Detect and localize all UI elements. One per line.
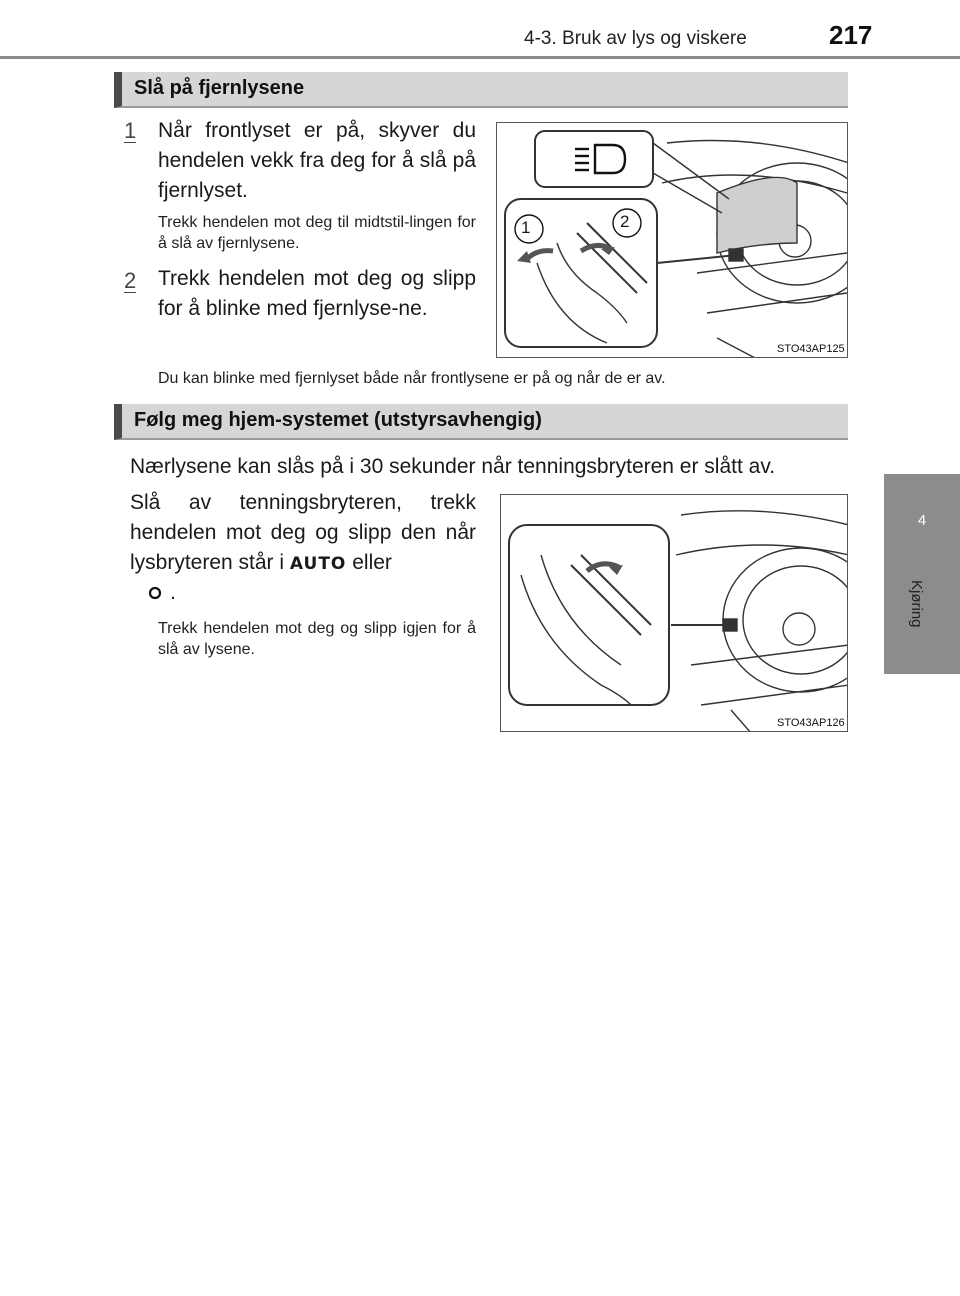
- follow-me-home-instructions: Slå av tenningsbryteren, trekk hendelen mot deg og slipp den når lysbryteren står i AUTO eller: [130, 488, 476, 579]
- step-1-text: Når frontlyset er på, skyver du hendelen vekk fra deg for å slå på fjernlyset.: [158, 119, 476, 202]
- header-divider: [0, 56, 960, 59]
- section-title: Følg meg hjem-systemet (utstyrsavhengig): [134, 409, 542, 431]
- section-bar-follow-me-home: [114, 404, 848, 440]
- callout-1: 1: [521, 218, 531, 237]
- chapter-tab-label: Kjøring: [908, 580, 925, 628]
- sentence-end: .: [170, 581, 176, 604]
- step-number-1: 1: [124, 118, 137, 143]
- parking-light-position-icon: [144, 582, 166, 609]
- step-1-note: Trekk hendelen mot deg til midtstil-lingen for å slå av fjernlysene.: [158, 214, 476, 252]
- callout-2: 2: [620, 212, 630, 231]
- follow-me-home-intro: Nærlysene kan slås på i 30 sekunder når tenningsbryteren er slått av.: [130, 455, 776, 478]
- page-number: 217: [829, 20, 873, 50]
- step-2-text: Trekk hendelen mot deg og slipp for å blinke med fjernlyse-ne.: [158, 267, 476, 320]
- step-number-2: 2: [124, 268, 137, 293]
- chapter-tab-number: 4: [917, 512, 927, 529]
- lever-pull-illustration: [501, 495, 848, 732]
- section-title: Slå på fjernlysene: [134, 77, 305, 99]
- figure-headlight-lever: [496, 122, 848, 358]
- section-bar-high-beam: [114, 72, 848, 108]
- chapter-heading: 4-3. Bruk av lys og viskere: [524, 28, 747, 49]
- figure-code: STO43AP125: [777, 343, 845, 355]
- follow-me-home-note: Trekk hendelen mot deg og slipp igjen for å slå av lysene.: [158, 620, 476, 658]
- high-beam-note: Du kan blinke med fjernlyset både når frontlysene er på og når de er av.: [158, 370, 666, 387]
- headlight-lever-illustration: [497, 123, 848, 358]
- figure-lever-pull: [500, 494, 848, 732]
- figure-code: STO43AP126: [777, 717, 845, 729]
- auto-position-mark: AUTO: [289, 554, 347, 574]
- chapter-side-tab: [884, 474, 960, 674]
